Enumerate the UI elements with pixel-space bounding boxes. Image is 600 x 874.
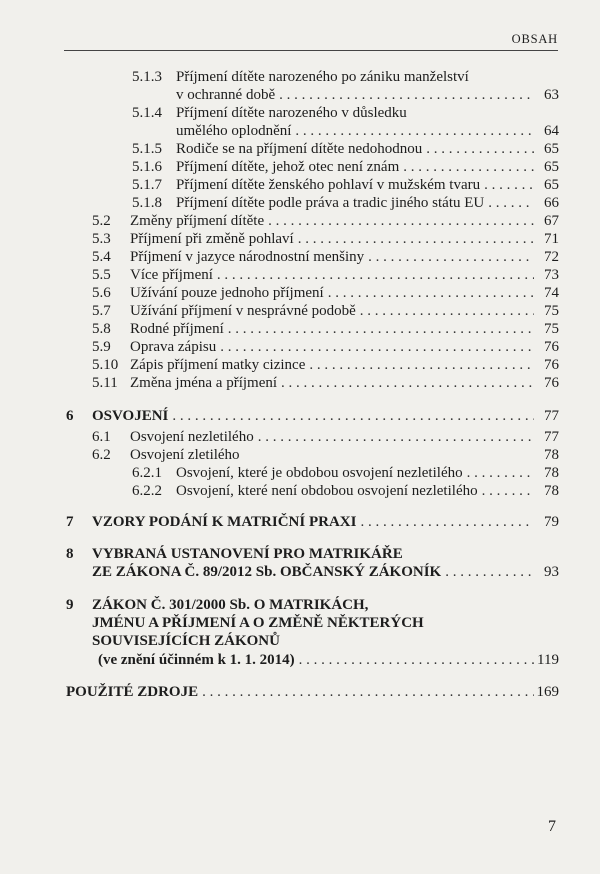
toc-title: Osvojení, které není obdobou osvojení nezletilého bbox=[176, 483, 478, 499]
toc-leader bbox=[488, 194, 534, 212]
toc-title: Příjmení dítěte podle práva a tradic jiného státu EU bbox=[176, 195, 485, 211]
toc-entry[interactable] bbox=[132, 194, 559, 212]
toc-title: umělého oplodnění bbox=[176, 123, 292, 139]
toc-entry[interactable] bbox=[92, 446, 559, 464]
toc-leader bbox=[482, 482, 534, 500]
toc-title: Osvojení, které je obdobou osvojení nezletilého bbox=[176, 465, 463, 481]
toc-page: 67 bbox=[544, 213, 559, 229]
toc-entry[interactable] bbox=[132, 140, 559, 158]
toc-title-line: Příjmení dítěte narozeného po zániku manželství bbox=[176, 69, 469, 85]
toc-page: 75 bbox=[544, 321, 559, 337]
toc-title: Rodiče se na příjmení dítěte nedohodnou bbox=[176, 141, 423, 157]
toc-number: 5.11 bbox=[92, 375, 118, 391]
toc-number: 8 bbox=[66, 546, 74, 562]
page-number: 7 bbox=[548, 818, 556, 835]
toc-entry[interactable] bbox=[92, 266, 559, 284]
toc-number: 5.5 bbox=[92, 267, 111, 283]
toc-page: 78 bbox=[544, 465, 559, 481]
toc-page: 65 bbox=[544, 177, 559, 193]
toc-number: 5.8 bbox=[92, 321, 111, 337]
toc-chapter[interactable] bbox=[66, 407, 559, 425]
toc-leader bbox=[220, 338, 534, 356]
toc-number: 5.1.8 bbox=[132, 195, 162, 211]
toc-leader bbox=[328, 284, 534, 302]
toc-number: 5.1.3 bbox=[132, 69, 162, 85]
toc-leader bbox=[299, 651, 534, 669]
toc-title: ZE ZÁKONA Č. 89/2012 Sb. OBČANSKÝ ZÁKONÍK bbox=[92, 564, 442, 580]
toc-title: Příjmení při změně pohlaví bbox=[130, 231, 294, 247]
toc-leader bbox=[426, 140, 534, 158]
toc-title: Zápis příjmení matky cizince bbox=[130, 357, 306, 373]
toc-chapter[interactable] bbox=[66, 683, 559, 701]
toc-title-line: SOUVISEJÍCÍCH ZÁKONŮ bbox=[92, 633, 280, 649]
toc-page: 78 bbox=[544, 447, 559, 463]
toc-entry[interactable] bbox=[92, 230, 559, 248]
toc-page: 72 bbox=[544, 249, 559, 265]
toc-entry[interactable] bbox=[92, 302, 559, 320]
toc-number: 6.1 bbox=[92, 429, 111, 445]
toc-title: Oprava zápisu bbox=[130, 339, 217, 355]
toc-title: Užívání příjmení v nesprávné podobě bbox=[130, 303, 356, 319]
toc-title-line: VYBRANÁ USTANOVENÍ PRO MATRIKÁŘE bbox=[92, 546, 403, 562]
toc-title: VZORY PODÁNÍ K MATRIČNÍ PRAXI bbox=[92, 514, 357, 530]
toc-title-line: Příjmení dítěte narozeného v důsledku bbox=[176, 105, 407, 121]
toc-leader bbox=[368, 248, 534, 266]
toc-title: Příjmení v jazyce národnostní menšiny bbox=[130, 249, 365, 265]
toc-page: 71 bbox=[544, 231, 559, 247]
toc-chapter[interactable] bbox=[66, 513, 559, 531]
toc-leader bbox=[228, 320, 534, 338]
toc-number: 5.3 bbox=[92, 231, 111, 247]
toc-page: 74 bbox=[544, 285, 559, 301]
toc-leader bbox=[445, 563, 534, 581]
toc-title-line: JMÉNU A PŘÍJMENÍ A O ZMĚNĚ NĚKTERÝCH bbox=[92, 615, 424, 631]
toc-number: 6.2.1 bbox=[132, 465, 162, 481]
toc-entry[interactable] bbox=[92, 284, 559, 302]
toc-entry[interactable] bbox=[92, 374, 559, 392]
toc-leader bbox=[295, 122, 534, 140]
toc-number: 5.7 bbox=[92, 303, 111, 319]
toc-number: 5.1.4 bbox=[132, 105, 162, 121]
toc-page: 77 bbox=[544, 429, 559, 445]
toc-title: Osvojení nezletilého bbox=[130, 429, 254, 445]
toc-leader bbox=[403, 158, 534, 176]
toc-number: 5.2 bbox=[92, 213, 111, 229]
toc-title: v ochranné době bbox=[176, 87, 276, 103]
toc-page: 64 bbox=[544, 123, 559, 139]
toc-leader bbox=[172, 407, 534, 425]
toc-leader bbox=[309, 356, 534, 374]
toc-number: 6 bbox=[66, 408, 74, 424]
toc-page: 93 bbox=[544, 564, 559, 580]
toc-entry[interactable] bbox=[92, 212, 559, 230]
toc-number: 6.2 bbox=[92, 447, 111, 463]
toc-chapter[interactable] bbox=[98, 651, 559, 669]
toc-page: 76 bbox=[544, 339, 559, 355]
toc-page: 119 bbox=[537, 652, 559, 668]
toc-page: 77 bbox=[544, 408, 559, 424]
toc-number: 7 bbox=[66, 514, 74, 530]
toc-page: 73 bbox=[544, 267, 559, 283]
toc-page: 79 bbox=[544, 514, 559, 530]
toc-title: POUŽITÉ ZDROJE bbox=[66, 684, 199, 700]
toc-title: Rodné příjmení bbox=[130, 321, 224, 337]
toc-leader bbox=[281, 374, 534, 392]
toc-leader bbox=[484, 176, 534, 194]
running-title: OBSAH bbox=[511, 32, 558, 46]
toc-title: Osvojení zletilého bbox=[130, 447, 240, 463]
toc-title: Příjmení dítěte, jehož otec není znám bbox=[176, 159, 400, 175]
toc-leader bbox=[268, 212, 534, 230]
toc-leader bbox=[467, 464, 534, 482]
toc-title: Příjmení dítěte ženského pohlaví v mužském tvaru bbox=[176, 177, 481, 193]
toc-title: OSVOJENÍ bbox=[92, 408, 169, 424]
toc-entry[interactable] bbox=[92, 338, 559, 356]
toc-entry[interactable] bbox=[176, 122, 559, 140]
toc-page: 65 bbox=[544, 159, 559, 175]
toc-number: 9 bbox=[66, 597, 74, 613]
toc-number: 5.6 bbox=[92, 285, 111, 301]
toc-page: 63 bbox=[544, 87, 559, 103]
toc-title: Změny příjmení dítěte bbox=[130, 213, 265, 229]
toc-number: 5.1.6 bbox=[132, 159, 162, 175]
toc-number: 5.1.7 bbox=[132, 177, 162, 193]
toc-entry[interactable] bbox=[132, 176, 559, 194]
toc-entry[interactable] bbox=[132, 158, 559, 176]
toc-number: 5.4 bbox=[92, 249, 111, 265]
toc-page: 78 bbox=[544, 483, 559, 499]
toc-leader bbox=[258, 428, 534, 446]
toc-leader bbox=[202, 683, 533, 701]
toc-entry[interactable] bbox=[176, 86, 559, 104]
toc-title: Změna jména a příjmení bbox=[130, 375, 278, 391]
toc-title-line: ZÁKON Č. 301/2000 Sb. O MATRIKÁCH, bbox=[92, 597, 369, 613]
toc-leader bbox=[298, 230, 534, 248]
toc-page: 76 bbox=[544, 357, 559, 373]
toc-entry[interactable] bbox=[92, 248, 559, 266]
toc-page: 75 bbox=[544, 303, 559, 319]
toc-page: 76 bbox=[544, 375, 559, 391]
toc-chapter[interactable] bbox=[92, 563, 559, 581]
toc-entry[interactable] bbox=[92, 428, 559, 446]
toc-leader bbox=[217, 266, 534, 284]
toc-leader bbox=[360, 302, 534, 320]
toc-entry[interactable] bbox=[132, 464, 559, 482]
toc-entry[interactable] bbox=[92, 320, 559, 338]
toc-title: (ve znění účinném k 1. 1. 2014) bbox=[98, 652, 295, 668]
toc-number: 5.10 bbox=[92, 357, 119, 373]
toc-page: 65 bbox=[544, 141, 559, 157]
toc-leader bbox=[360, 513, 534, 531]
toc-page: 169 bbox=[536, 684, 559, 700]
toc-entry[interactable] bbox=[132, 482, 559, 500]
toc-title: Více příjmení bbox=[130, 267, 213, 283]
toc-number: 5.9 bbox=[92, 339, 111, 355]
toc-title: Užívání pouze jednoho příjmení bbox=[130, 285, 324, 301]
toc-leader bbox=[279, 86, 534, 104]
toc-page: 66 bbox=[544, 195, 559, 211]
toc-entry[interactable] bbox=[92, 356, 559, 374]
toc-number: 6.2.2 bbox=[132, 483, 162, 499]
toc-number: 5.1.5 bbox=[132, 141, 162, 157]
